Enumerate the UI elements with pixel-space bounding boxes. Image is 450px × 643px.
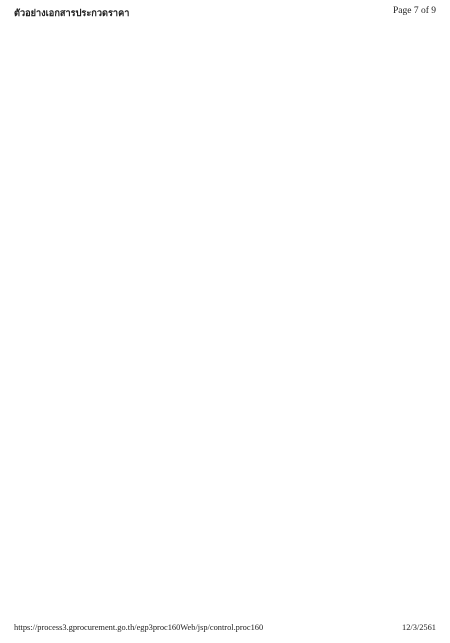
page-number: Page 7 of 9 <box>392 6 436 16</box>
footer-date: 12/3/2561 <box>402 623 436 632</box>
footer-url[interactable]: https://process3.gprocurement.go.th/egp3proc160Web/jsp/control.proc160 <box>14 623 264 632</box>
page-header-title: ตัวอย่างเอกสารประกวดราคา <box>14 8 130 19</box>
